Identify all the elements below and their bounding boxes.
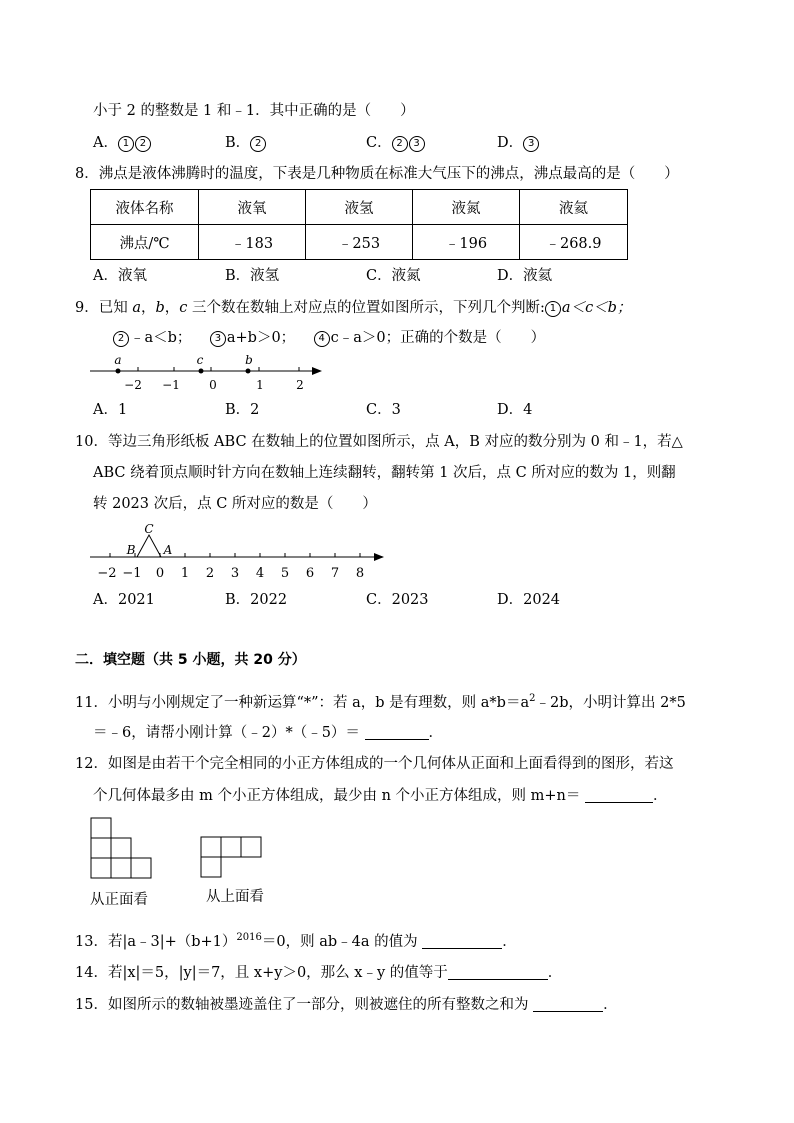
option-letter: B．	[225, 135, 251, 151]
square	[91, 818, 111, 838]
q12-stem-line2: 个几何体最多由 m 个小正方体组成，最少由 n 个小正方体组成，则 m+n＝ ．	[93, 788, 668, 804]
q10-stem-line3: 转 2023 次后，点 C 所对应的数是（ ）	[93, 496, 377, 512]
q9-option-c[interactable]: C．3	[366, 402, 401, 418]
q9-option-b[interactable]: B．2	[225, 402, 260, 418]
judgment-1: a＜c＜b；	[561, 300, 632, 316]
front-view-label: 从正面看	[90, 892, 148, 908]
top-view-figure	[200, 836, 264, 880]
q9-stem-part: 三个数在数轴上对应点的位置如图所示，下列几个判断:	[187, 300, 545, 316]
table-cell: ﹣253	[306, 225, 413, 260]
tick-label: −1	[162, 378, 180, 392]
section-title: 二．填空题（共 5 小题，共 20 分）	[75, 652, 306, 668]
q13-text: ＝0，则 ab﹣4a 的值为	[261, 933, 418, 950]
q11-stem-line1	[75, 689, 686, 713]
q9-option-a[interactable]: A．1	[93, 402, 128, 418]
answer-blank[interactable]	[585, 786, 653, 803]
exponent: 2	[529, 693, 536, 704]
square	[111, 838, 131, 858]
option-letter: C．	[366, 135, 392, 151]
circle-number: 1	[118, 136, 134, 152]
square	[91, 858, 111, 878]
tick-label: 1	[256, 378, 264, 392]
table-cell: 液氦	[520, 190, 628, 225]
q13-text: 13．若|a﹣3|+（b+1）	[75, 933, 237, 950]
tick-label: 3	[230, 566, 240, 581]
judgment-4: c﹣a＞0；正确的个数是（ ）	[330, 330, 546, 346]
square	[91, 838, 111, 858]
point-b	[246, 369, 251, 374]
square	[131, 858, 151, 878]
vertex-label-a: A	[163, 543, 173, 557]
q7-option-c[interactable]	[366, 133, 426, 153]
q12-text: 个几何体最多由 m 个小正方体组成，最少由 n 个小正方体组成，则 m+n＝	[93, 788, 581, 804]
q8-option-d[interactable]: D．液氦	[497, 268, 553, 284]
vertex-label-c: C	[144, 522, 154, 536]
tick-label: 1	[180, 566, 190, 581]
answer-blank[interactable]	[533, 995, 603, 1012]
q10-option-b[interactable]: B．2022	[225, 592, 288, 608]
q9-stem	[75, 298, 631, 318]
table-cell: ﹣196	[413, 225, 520, 260]
var-b: b	[155, 300, 165, 316]
judgment-3: a+b＞0；	[226, 330, 296, 346]
q8-stem: 8．沸点是液体沸腾时的温度，下表是几种物质在标准大气压下的沸点，沸点最高的是（ ）	[75, 166, 679, 182]
circle-number: 2	[392, 136, 408, 152]
square	[241, 837, 261, 857]
square	[221, 837, 241, 857]
tick-label: 7	[330, 566, 340, 581]
tick-label: −2	[97, 566, 117, 581]
q7-option-a[interactable]	[93, 133, 152, 153]
q9-number-line	[88, 350, 328, 398]
circle-number: 4	[314, 331, 330, 347]
circle-number: 3	[523, 136, 539, 152]
circle-number: 3	[210, 331, 226, 347]
judgment-2: ﹣a＜b；	[130, 330, 192, 346]
q7-stem-end: 小于 2 的整数是 1 和﹣1．其中正确的是（ ）	[93, 103, 415, 119]
square	[201, 857, 221, 877]
q7-option-b[interactable]	[225, 133, 267, 153]
answer-blank[interactable]	[365, 723, 429, 740]
point-c	[199, 369, 204, 374]
q10-stem-line1: 10．等边三角形纸板 ABC 在数轴上的位置如图所示，点 A，B 对应的数分别为 0 和﹣1，若△	[75, 434, 683, 450]
circle-number: 2	[250, 136, 266, 152]
option-letter: D．	[497, 135, 524, 151]
tick-label: −2	[124, 378, 142, 392]
table-cell: 液体名称	[91, 190, 199, 225]
var-a: a	[132, 300, 141, 316]
tick-label: −1	[122, 566, 142, 581]
table-row	[91, 225, 628, 260]
exponent: 2016	[236, 932, 262, 943]
ticks	[110, 553, 360, 557]
table-cell: 液氢	[306, 190, 413, 225]
q11-text: ﹣2b，小明计算出 2*5	[535, 694, 686, 711]
q14-text: 14．若|x|＝5，|y|＝7，且 x+y＞0，那么 x﹣y 的值等于	[75, 965, 448, 981]
q10-option-c[interactable]: C．2023	[366, 592, 429, 608]
boiling-point-table	[90, 189, 628, 260]
point-label: b	[245, 353, 253, 367]
arrow-head	[374, 553, 384, 561]
answer-blank[interactable]	[448, 963, 548, 980]
q8-option-c[interactable]: C．液氮	[366, 268, 421, 284]
q10-option-d[interactable]: D．2024	[497, 592, 561, 608]
top-view-label: 从上面看	[206, 889, 264, 905]
circle-number: 2	[113, 331, 129, 347]
q10-option-a[interactable]: A．2021	[93, 592, 155, 608]
circle-number: 2	[135, 136, 151, 152]
q9-option-d[interactable]: D．4	[497, 402, 533, 418]
q9-judgments	[113, 328, 545, 348]
q13-stem: 13．若$|a﹣3|+(b+1)^{2016}=0$，则 ab﹣4a 的值为 ．	[75, 932, 517, 950]
q9-stem-part: 9．已知	[75, 300, 133, 316]
q12-stem-line1: 12．如图是由若干个完全相同的小正方体组成的一个几何体从正面和上面看得到的图形，若这	[75, 756, 674, 772]
q10-number-line	[88, 518, 388, 586]
option-letter: A．	[93, 135, 118, 151]
q14-stem: 14．若|x|＝5，|y|＝7，且 x+y＞0，那么 x﹣y 的值等于 ．	[75, 965, 563, 981]
q15-stem: 15．如图所示的数轴被墨迹盖住了一部分，则被遮住的所有整数之和为 ．	[75, 997, 618, 1013]
circle-number: 3	[409, 136, 425, 152]
punct: ，	[141, 300, 156, 316]
tick-label: 2	[205, 566, 215, 581]
q11-text: ＝﹣6，请帮小刚计算（﹣2）*（﹣5）＝	[93, 725, 360, 741]
table-cell: 液氧	[199, 190, 306, 225]
table-cell: ﹣268.9	[520, 225, 628, 260]
table-cell: 液氮	[413, 190, 520, 225]
arrow-head	[312, 367, 322, 375]
square	[111, 858, 131, 878]
var-c: c	[179, 300, 188, 316]
point-label: a	[114, 353, 122, 367]
point-a	[116, 369, 121, 374]
tick-label: 0	[209, 378, 217, 392]
tick-label: 2	[296, 378, 304, 392]
table-cell: ﹣183	[199, 225, 306, 260]
q11-stem-line2: ＝﹣6，请帮小刚计算（﹣2）*（﹣5）＝ ．	[93, 725, 444, 741]
tick-label: 0	[155, 566, 165, 581]
square	[201, 837, 221, 857]
q10-stem-line2: ABC 绕着顶点顺时针方向在数轴上连续翻转，翻转第 1 次后，点 C 所对应的数为 1，则翻	[93, 465, 676, 481]
q11-text: 11．小明与小刚规定了一种新运算“*”：若 a，b 是有理数，则 a*b＝a	[75, 694, 530, 711]
triangle-abc	[137, 535, 161, 557]
punct: ，	[164, 300, 180, 316]
q15-text: 15．如图所示的数轴被墨迹盖住了一部分，则被遮住的所有整数之和为	[75, 997, 529, 1013]
tick-label: 4	[255, 566, 265, 581]
circle-number: 1	[545, 301, 561, 317]
tick-label: 8	[355, 566, 365, 581]
front-view-figure	[90, 817, 154, 881]
point-label: c	[196, 353, 204, 367]
q8-option-b[interactable]: B．液氢	[225, 268, 280, 284]
table-row	[91, 190, 628, 225]
tick-label: 5	[280, 566, 290, 581]
answer-blank[interactable]	[422, 932, 502, 949]
q8-option-a[interactable]: A．液氧	[93, 268, 147, 284]
vertex-label-b: B	[126, 543, 136, 557]
tick-label: 6	[305, 566, 315, 581]
table-cell: 沸点/℃	[91, 225, 199, 260]
q7-option-d[interactable]	[497, 133, 540, 153]
